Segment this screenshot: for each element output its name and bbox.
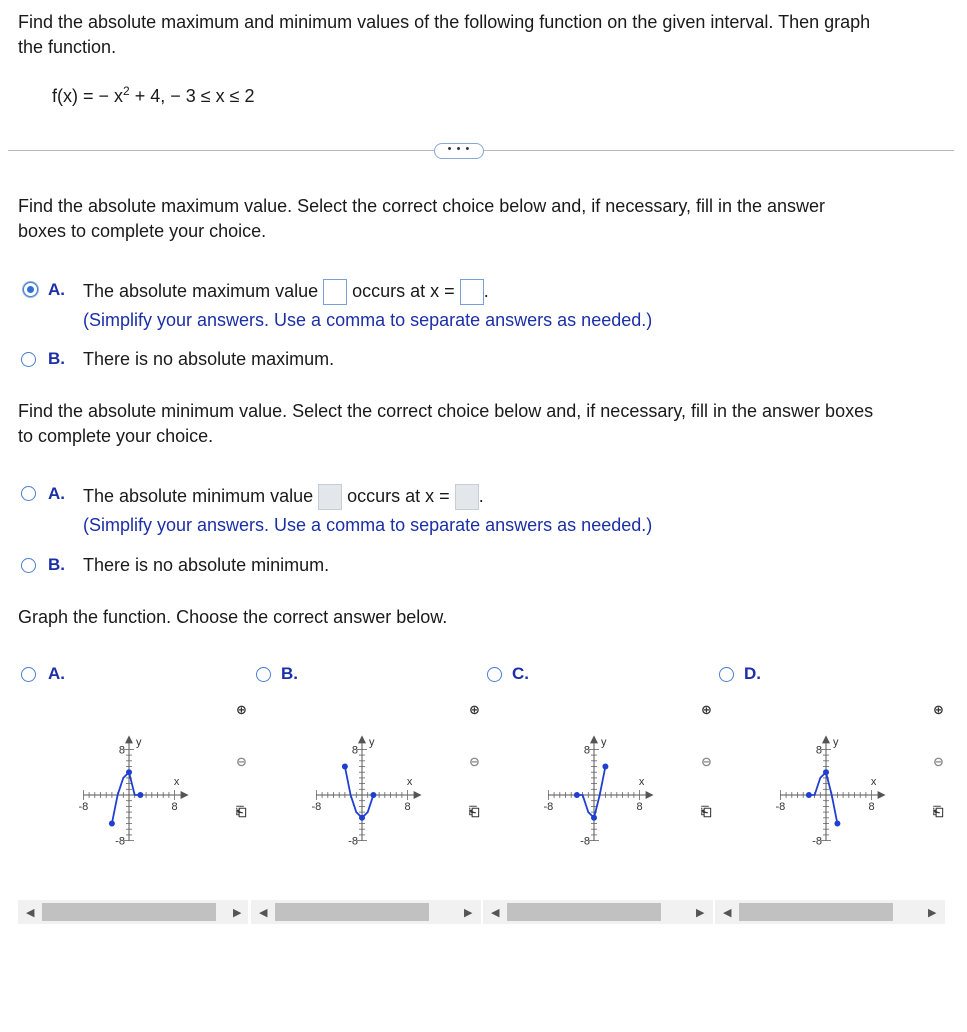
data-point	[342, 764, 348, 770]
x-min-label: -8	[311, 801, 322, 813]
y-min-label: -8	[812, 835, 822, 848]
min-option-b-radio[interactable]	[21, 558, 36, 573]
max-option-a-letter: A.	[48, 280, 65, 299]
graph-option-a-radio[interactable]	[21, 667, 36, 682]
y-min-label: -8	[115, 835, 125, 848]
scroll-right-icon[interactable]: ▶	[464, 907, 473, 919]
graph-b[interactable]	[278, 698, 468, 888]
zoom-out-icon[interactable]: ⊖	[469, 754, 480, 769]
data-point	[137, 792, 143, 798]
zoom-in-icon[interactable]: ⊕	[469, 702, 480, 717]
graph-d-scrollbar[interactable]	[715, 900, 945, 924]
max-option-a-row	[83, 279, 489, 305]
function-curve	[809, 772, 838, 823]
min-x-input[interactable]	[455, 484, 479, 510]
x-max-label: 8	[171, 801, 178, 813]
function-formula	[52, 84, 255, 107]
y-axis-label: y	[601, 736, 607, 749]
min-option-b-letter: B.	[48, 555, 65, 574]
min-option-a-letter: A.	[48, 484, 65, 503]
y-min-label: -8	[348, 835, 358, 848]
y-min-label: -8	[580, 835, 590, 848]
min-option-a-hint: (Simplify your answers. Use a comma to separate answers as needed.)	[83, 515, 653, 535]
function-curve	[345, 767, 374, 818]
zoom-in-icon[interactable]: ⊕	[701, 702, 712, 717]
function-suffix: + 4, − 3 ≤ x ≤ 2	[129, 86, 255, 106]
max-occurs-text: occurs at x =	[352, 281, 455, 301]
x-min-label: -8	[78, 801, 89, 813]
zoom-in-icon[interactable]: ⊕	[236, 702, 247, 717]
expand-icon[interactable]: ⎗	[933, 804, 944, 819]
data-point	[834, 821, 840, 827]
scroll-right-icon[interactable]: ▶	[233, 907, 242, 919]
max-period: .	[483, 281, 489, 301]
graph-option-a-letter: A.	[48, 664, 65, 683]
scroll-left-icon[interactable]: ◀	[723, 907, 732, 919]
scroll-thumb[interactable]	[275, 903, 429, 921]
data-point	[370, 792, 376, 798]
graph-c-scrollbar[interactable]	[483, 900, 713, 924]
expand-icon[interactable]: ⎗	[236, 804, 247, 819]
y-axis-arrow	[125, 735, 133, 743]
y-axis-label: y	[136, 736, 142, 749]
y-axis-arrow	[358, 735, 366, 743]
x-min-label: -8	[775, 801, 786, 813]
graph-a[interactable]	[45, 698, 235, 888]
min-prompt-line-2: to complete your choice.	[18, 426, 214, 446]
min-period: .	[478, 486, 484, 506]
x-axis-label: x	[870, 776, 877, 788]
data-point	[574, 792, 580, 798]
max-prompt-line-1: Find the absolute maximum value. Select the correct choice below and, if necessary, fill in the answer	[18, 196, 826, 216]
scroll-thumb[interactable]	[42, 903, 216, 921]
question-line-2: the function.	[18, 37, 117, 57]
y-axis-arrow	[822, 735, 830, 743]
graph-c[interactable]	[510, 698, 700, 888]
graph-option-b-letter: B.	[281, 664, 298, 683]
scroll-thumb[interactable]	[507, 903, 661, 921]
y-max-label: 8	[351, 744, 358, 757]
more-button[interactable]: • • •	[434, 143, 484, 159]
min-option-a-row	[83, 484, 484, 510]
x-max-label: 8	[868, 801, 875, 813]
x-axis-label: x	[173, 776, 180, 788]
function-exponent: 2	[123, 84, 130, 98]
max-option-b-text: There is no absolute maximum.	[83, 349, 335, 369]
x-axis-label: x	[406, 776, 413, 788]
min-occurs-text: occurs at x =	[347, 486, 450, 506]
y-max-label: 8	[583, 744, 590, 757]
min-option-b-text: There is no absolute minimum.	[83, 555, 330, 575]
x-axis-arrow	[414, 791, 422, 799]
max-prompt-line-2: boxes to complete your choice.	[18, 221, 267, 241]
expand-icon[interactable]: ⎗	[701, 804, 712, 819]
graph-svg	[742, 698, 932, 888]
zoom-out-icon[interactable]: ⊖	[236, 754, 247, 769]
x-max-label: 8	[636, 801, 643, 813]
max-value-input[interactable]	[323, 279, 347, 305]
data-point	[359, 815, 365, 821]
y-axis-label: y	[833, 736, 839, 749]
max-option-a-hint: (Simplify your answers. Use a comma to separate answers as needed.)	[83, 310, 653, 330]
max-option-a-radio[interactable]	[23, 282, 38, 297]
data-point	[109, 821, 115, 827]
x-max-label: 8	[404, 801, 411, 813]
scroll-left-icon[interactable]: ◀	[26, 907, 35, 919]
scroll-left-icon[interactable]: ◀	[259, 907, 268, 919]
graph-option-d-radio[interactable]	[719, 667, 734, 682]
x-axis-arrow	[878, 791, 886, 799]
zoom-in-icon[interactable]: ⊕	[933, 702, 944, 717]
data-point	[602, 764, 608, 770]
y-axis-arrow	[590, 735, 598, 743]
scroll-right-icon[interactable]: ▶	[928, 907, 937, 919]
max-option-b-letter: B.	[48, 349, 65, 368]
graph-svg	[510, 698, 700, 888]
data-point	[591, 815, 597, 821]
x-min-label: -8	[543, 801, 554, 813]
x-axis-arrow	[181, 791, 189, 799]
scroll-thumb[interactable]	[739, 903, 893, 921]
graph-svg	[278, 698, 468, 888]
graph-option-d-letter: D.	[744, 664, 761, 683]
y-max-label: 8	[118, 744, 125, 757]
graph-prompt: Graph the function. Choose the correct answer below.	[18, 607, 448, 627]
max-x-input[interactable]	[460, 279, 484, 305]
expand-icon[interactable]: ⎗	[469, 804, 480, 819]
graph-option-c-radio[interactable]	[487, 667, 502, 682]
graph-option-c-letter: C.	[512, 664, 529, 683]
min-prompt-line-1: Find the absolute minimum value. Select the correct choice below and, if necessary, fill in the answer boxes	[18, 401, 874, 421]
y-axis-label: y	[369, 736, 375, 749]
graph-a-scrollbar[interactable]	[18, 900, 248, 924]
max-option-a-text: The absolute maximum value	[83, 281, 319, 301]
x-axis-label: x	[638, 776, 645, 788]
x-axis-arrow	[646, 791, 654, 799]
function-curve	[577, 767, 606, 818]
data-point	[126, 769, 132, 775]
graph-d[interactable]	[742, 698, 932, 888]
y-max-label: 8	[815, 744, 822, 757]
graph-b-scrollbar[interactable]	[251, 900, 481, 924]
scroll-right-icon[interactable]: ▶	[696, 907, 705, 919]
min-value-input[interactable]	[318, 484, 342, 510]
zoom-out-icon[interactable]: ⊖	[701, 754, 712, 769]
min-option-a-text: The absolute minimum value	[83, 486, 314, 506]
max-option-b-radio[interactable]	[21, 352, 36, 367]
question-line-1: Find the absolute maximum and minimum values of the following function on the given interval. Then graph	[18, 12, 871, 32]
function-prefix: f(x) = − x	[52, 86, 124, 106]
data-point	[823, 769, 829, 775]
min-option-a-radio[interactable]	[21, 486, 36, 501]
graph-svg	[45, 698, 235, 888]
scroll-left-icon[interactable]: ◀	[491, 907, 500, 919]
zoom-out-icon[interactable]: ⊖	[933, 754, 944, 769]
data-point	[806, 792, 812, 798]
function-curve	[112, 772, 140, 823]
graph-option-b-radio[interactable]	[256, 667, 271, 682]
